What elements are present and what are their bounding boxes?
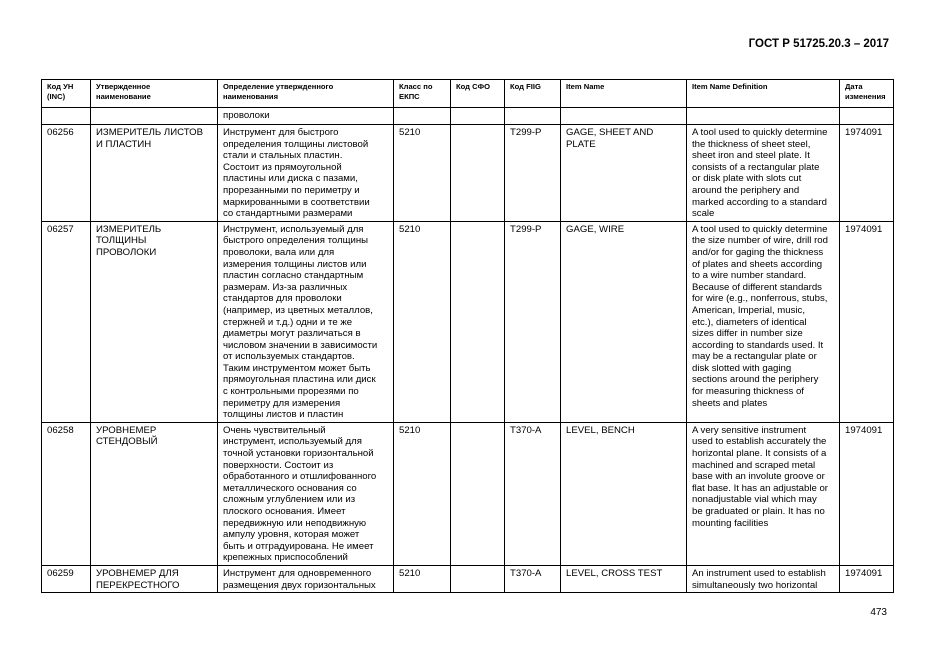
cell-fiig: T299-P bbox=[505, 221, 561, 422]
item-names-table bbox=[41, 79, 894, 593]
cell-inc: 06259 bbox=[42, 565, 91, 592]
column-header-definition: Определение утвержденного наименования bbox=[218, 80, 394, 108]
cell-item-definition: An instrument used to establish simultaneously two horizontal bbox=[687, 565, 840, 592]
column-header-sfo-code: Код СФО bbox=[451, 80, 505, 108]
cell-date: 1974091 bbox=[840, 221, 894, 422]
cell-item-name: GAGE, SHEET AND PLATE bbox=[561, 125, 687, 222]
cell-fiig: T370-A bbox=[505, 422, 561, 565]
cell-date bbox=[840, 108, 894, 125]
table-row bbox=[42, 221, 894, 422]
table-header-row bbox=[42, 80, 894, 108]
cell-item-name: LEVEL, CROSS TEST bbox=[561, 565, 687, 592]
cell-definition: Инструмент, используемый для быстрого определения толщины проволоки, вала или для измерения толщины листов или пластин согласно стандартным размерам. Из-за различных стандартов для проволоки (например, из цветных металлов, стержней и т.д.) одни и те же диаметры могут различаться в числовом значении в зависимости от используемых стандартов. Таким инструментом может быть прямоугольная пластина или диск с контрольными прорезями по периметру для измерения толщины листов и пластин bbox=[218, 221, 394, 422]
cell-inc: 06257 bbox=[42, 221, 91, 422]
cell-date: 1974091 bbox=[840, 125, 894, 222]
table-row bbox=[42, 422, 894, 565]
cell-sfo bbox=[451, 108, 505, 125]
cell-item-name: LEVEL, BENCH bbox=[561, 422, 687, 565]
cell-definition: Инструмент для быстрого определения толщины листовой стали и стальных пластин. Состоит из прямоугольной пластины или диска с пазами, прорезанными по периметру и маркированными в соответствии со стандартными размерами bbox=[218, 125, 394, 222]
cell-inc bbox=[42, 108, 91, 125]
table-row bbox=[42, 125, 894, 222]
cell-sfo bbox=[451, 565, 505, 592]
cell-inc: 06258 bbox=[42, 422, 91, 565]
column-header-item-name: Item Name bbox=[561, 80, 687, 108]
cell-fiig bbox=[505, 108, 561, 125]
cell-item-name bbox=[561, 108, 687, 125]
cell-item-definition bbox=[687, 108, 840, 125]
column-header-change-date: Дата изменения bbox=[840, 80, 894, 108]
cell-sfo bbox=[451, 221, 505, 422]
column-header-item-name-definition: Item Name Definition bbox=[687, 80, 840, 108]
cell-sfo bbox=[451, 125, 505, 222]
cell-name: УРОВНЕМЕР СТЕНДОВЫЙ bbox=[91, 422, 218, 565]
document-code: ГОСТ Р 51725.20.3 – 2017 bbox=[748, 38, 889, 50]
column-header-inc: Код УН (INC) bbox=[42, 80, 91, 108]
cell-ekps: 5210 bbox=[394, 125, 451, 222]
cell-inc: 06256 bbox=[42, 125, 91, 222]
cell-date: 1974091 bbox=[840, 422, 894, 565]
cell-ekps: 5210 bbox=[394, 422, 451, 565]
cell-fiig: T299-P bbox=[505, 125, 561, 222]
cell-name: УРОВНЕМЕР ДЛЯ ПЕРЕКРЕСТНОГО bbox=[91, 565, 218, 592]
cell-name: ИЗМЕРИТЕЛЬ ТОЛЩИНЫ ПРОВОЛОКИ bbox=[91, 221, 218, 422]
column-header-fiig-code: Код FIIG bbox=[505, 80, 561, 108]
cell-sfo bbox=[451, 422, 505, 565]
cell-ekps: 5210 bbox=[394, 221, 451, 422]
cell-item-definition: A tool used to quickly determine the size number of wire, drill rod and/or for gaging the thickness of plates and sheets according to a wire number standard. Because of different standards for wire (e.g., nonferrous, stubs, American, Imperial, music, etc.), diameters of identical sizes differ in number size according to standards used. It may be a rectangular plate or disk slotted with gaging sections around the periphery for measuring thickness of sheets and plates bbox=[687, 221, 840, 422]
column-header-approved-name: Утвержденное наименование bbox=[91, 80, 218, 108]
cell-ekps bbox=[394, 108, 451, 125]
cell-ekps: 5210 bbox=[394, 565, 451, 592]
cell-name bbox=[91, 108, 218, 125]
cell-item-definition: A tool used to quickly determine the thickness of sheet steel, sheet iron and steel plate. It consists of a rectangular plate or disk plate with slots cut around the periphery and marked according to a standard scale bbox=[687, 125, 840, 222]
cell-date: 1974091 bbox=[840, 565, 894, 592]
cell-definition: Очень чувствительный инструмент, используемый для точной установки горизонтальной поверхности. Состоит из обработанного и отшлифованного металлического основания со сложным углублением или из плоского основания. Имеет передвижную или неподвижную ампулу уровня, которая может быть и отградуирована. Не имеет крепежных приспособлений bbox=[218, 422, 394, 565]
column-header-ekps-class: Класс по ЕКПС bbox=[394, 80, 451, 108]
cell-definition: проволоки bbox=[218, 108, 394, 125]
cell-fiig: T370-A bbox=[505, 565, 561, 592]
table-row-continuation bbox=[42, 108, 894, 125]
cell-item-name: GAGE, WIRE bbox=[561, 221, 687, 422]
table-row bbox=[42, 565, 894, 592]
cell-name: ИЗМЕРИТЕЛЬ ЛИСТОВ И ПЛАСТИН bbox=[91, 125, 218, 222]
cell-definition: Инструмент для одновременного размещения двух горизонтальных bbox=[218, 565, 394, 592]
cell-item-definition: A very sensitive instrument used to establish accurately the horizontal plane. It consists of a machined and scraped metal base with an involute groove or flat base. It has an adjustable or nonadjustable vial which may be graduated or plain. It has no mounting facilities bbox=[687, 422, 840, 565]
page-number: 473 bbox=[870, 607, 887, 618]
